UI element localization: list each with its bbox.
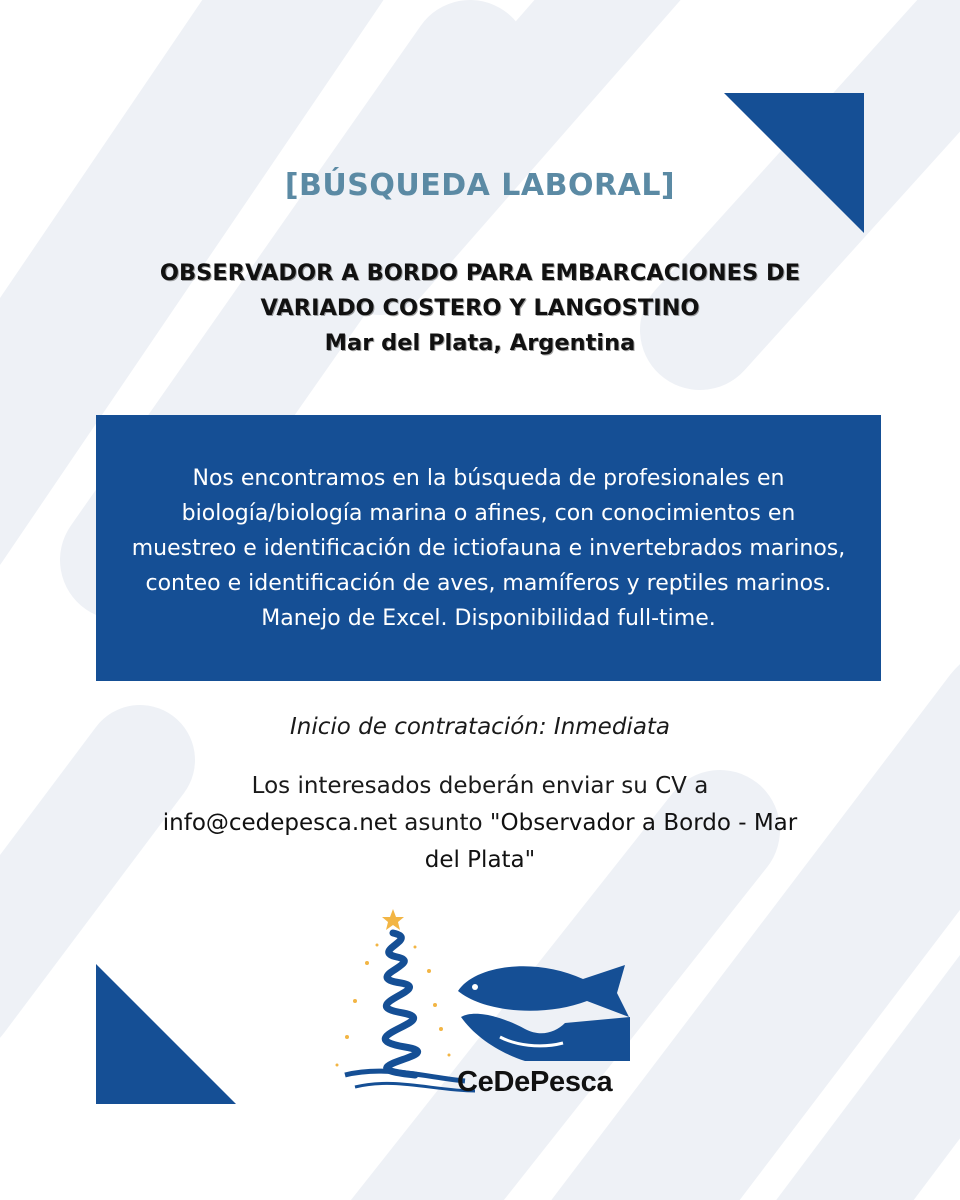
position-title-block: [0, 256, 960, 361]
bottom-left-corner-triangle: [96, 964, 236, 1104]
brand-name: CeDePesca: [457, 1066, 613, 1098]
christmas-tree-icon: [336, 909, 476, 1091]
job-search-heading: [BÚSQUEDA LABORAL]: [284, 168, 676, 203]
contact-subject: Observador a Bordo - Mar del Plata: [424, 810, 798, 873]
contact-email[interactable]: info@cedepesca.net: [162, 810, 397, 836]
description-text: Nos encontramos en la búsqueda de profesionales en biología/biología marina o afines, con conocimientos en muestreo e identificación de ictiofauna e invertebrados marinos, conteo e identificación de aves, mamíferos y reptiles marinos. Manejo de Excel. Disponibilidad full-time.: [131, 465, 846, 631]
hands-icon: [461, 1014, 630, 1061]
top-right-corner-triangle: [724, 93, 864, 233]
position-location: Mar del Plata, Argentina: [324, 330, 636, 356]
contact-subject-prefix: asunto ": [396, 810, 501, 836]
contact-instructions: [150, 768, 810, 879]
contact-intro: Los interesados deberán enviar su CV a: [251, 773, 709, 799]
fish-icon: [458, 965, 629, 1017]
contact-subject-suffix: ": [524, 847, 536, 873]
position-title-line-1: OBSERVADOR A BORDO PARA EMBARCACIONES DE: [159, 260, 801, 286]
position-title-line-2: VARIADO COSTERO Y LANGOSTINO: [260, 295, 700, 321]
description-box: [96, 415, 881, 681]
start-date-line: Inicio de contratación: Inmediata: [289, 714, 671, 740]
